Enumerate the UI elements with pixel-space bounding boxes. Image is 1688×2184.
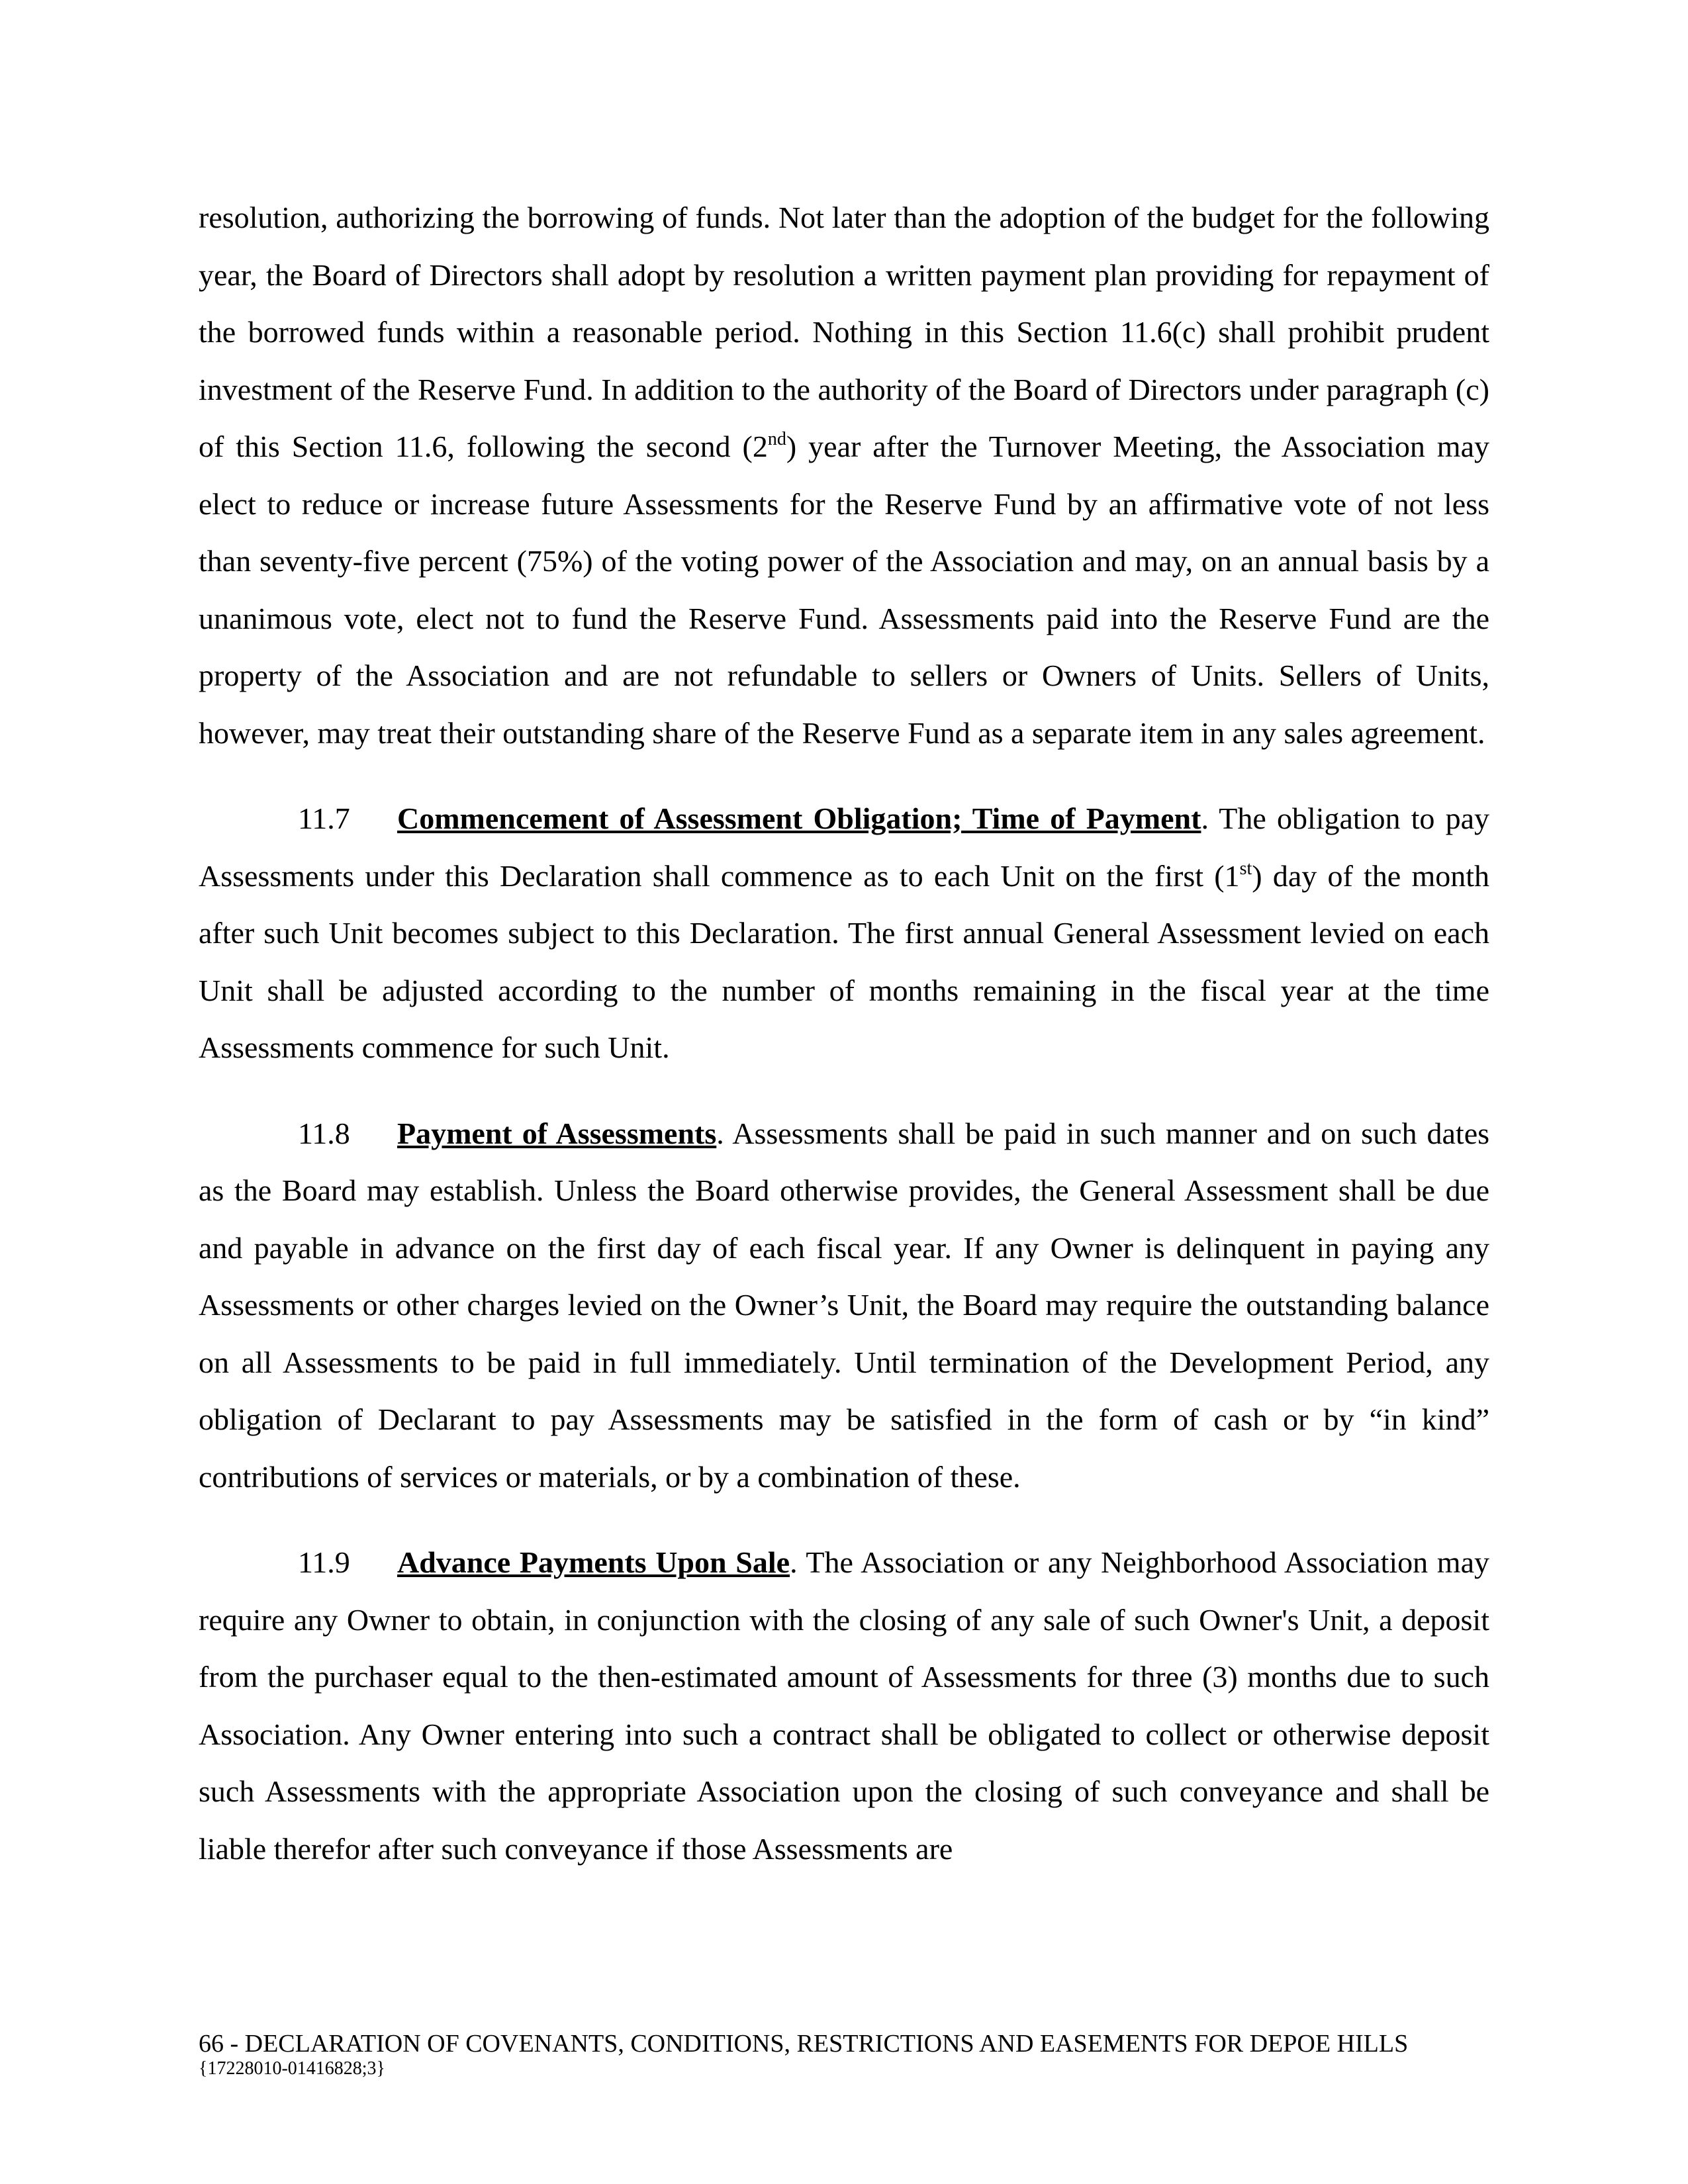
paragraph-text: ) year after the Turnover Meeting, the Association may elect to reduce or increase future Assessments for the Reserve Fund by an affirmative vote of not less than seventy-five percent (75%) of the voting power of the Association and may, on an annual basis by a unanimous vote, elect not to fund the Reserve Fund. Assessments paid into the Reserve Fund are the property of the Association and are not refundable to sellers or Owners of Units. Sellers of Units, however, may treat their outstanding share of the Reserve Fund as a separate item in any sales agreement. [199,430,1489,750]
paragraph-text: resolution, authorizing the borrowing of funds. Not later than the adoption of the budget for the following year, the Board of Directors shall adopt by resolution a written payment plan providing for repayment of the borrowed funds within a reasonable period. Nothing in this Section 11.6(c) shall prohibit prudent investment of the Reserve Fund. In addition to the authority of the Board of Directors under paragraph (c) of this Section 11.6, following the second (2 [199,201,1489,463]
section-number: 11.9 [298,1545,350,1579]
footer-page-title: 66 - DECLARATION OF COVENANTS, CONDITIONS, RESTRICTIONS AND EASEMENTS FOR DEPOE HILLS [199,2030,1409,2058]
ordinal-suffix: nd [767,429,786,449]
section-text: . Assessments shall be paid in such manner and on such dates as the Board may establish. Unless the Board otherwise provides, the General Assessment shall be due and payable in advance on the first day of each fiscal year. If any Owner is delinquent in paying any Assessments or other charges levied on the Owner’s Unit, the Board may require the outstanding balance on all Assessments to be paid in full immediately. Until termination of the Development Period, any obligation of Declarant to pay Assessments may be satisfied in the form of cash or by “in kind” contributions of services or materials, or by a combination of these. [199,1116,1490,1494]
section-text: . The obligation to pay Assessments under this Declaration shall commence as to each Unit on the first (1 [199,801,1490,893]
section-11-7 [199,790,1489,1077]
paragraph-reserve-fund-continuation [199,189,1489,762]
section-text: . The Association or any Neighborhood Association may require any Owner to obtain, in conjunction with the closing of any sale of such Owner's Unit, a deposit from the purchaser equal to the then-estimated amount of Assessments for three (3) months due to such Association. Any Owner entering into such a contract shall be obligated to collect or otherwise deposit such Assessments with the appropriate Association upon the closing of such conveyance and shall be liable therefor after such conveyance if those Assessments are [199,1545,1489,1866]
section-11-8 [199,1105,1489,1506]
section-title: Commencement of Assessment Obligation; Time of Payment [397,801,1201,835]
footer-doc-id: {17228010-01416828;3} [199,2058,385,2079]
section-number: 11.7 [298,801,350,835]
page-footer [199,2030,1489,2080]
section-text: ) day of the month after such Unit becomes subject to this Declaration. The first annual General Assessment levied on each Unit shall be adjusted according to the number of months remaining in the fiscal year at the time Assessments commence for such Unit. [199,858,1489,1064]
section-title: Payment of Assessments [397,1116,717,1150]
document-body [199,189,1489,1878]
ordinal-suffix: st [1239,858,1252,879]
section-title: Advance Payments Upon Sale [397,1545,790,1579]
section-number: 11.8 [298,1116,350,1150]
section-11-9 [199,1534,1489,1878]
